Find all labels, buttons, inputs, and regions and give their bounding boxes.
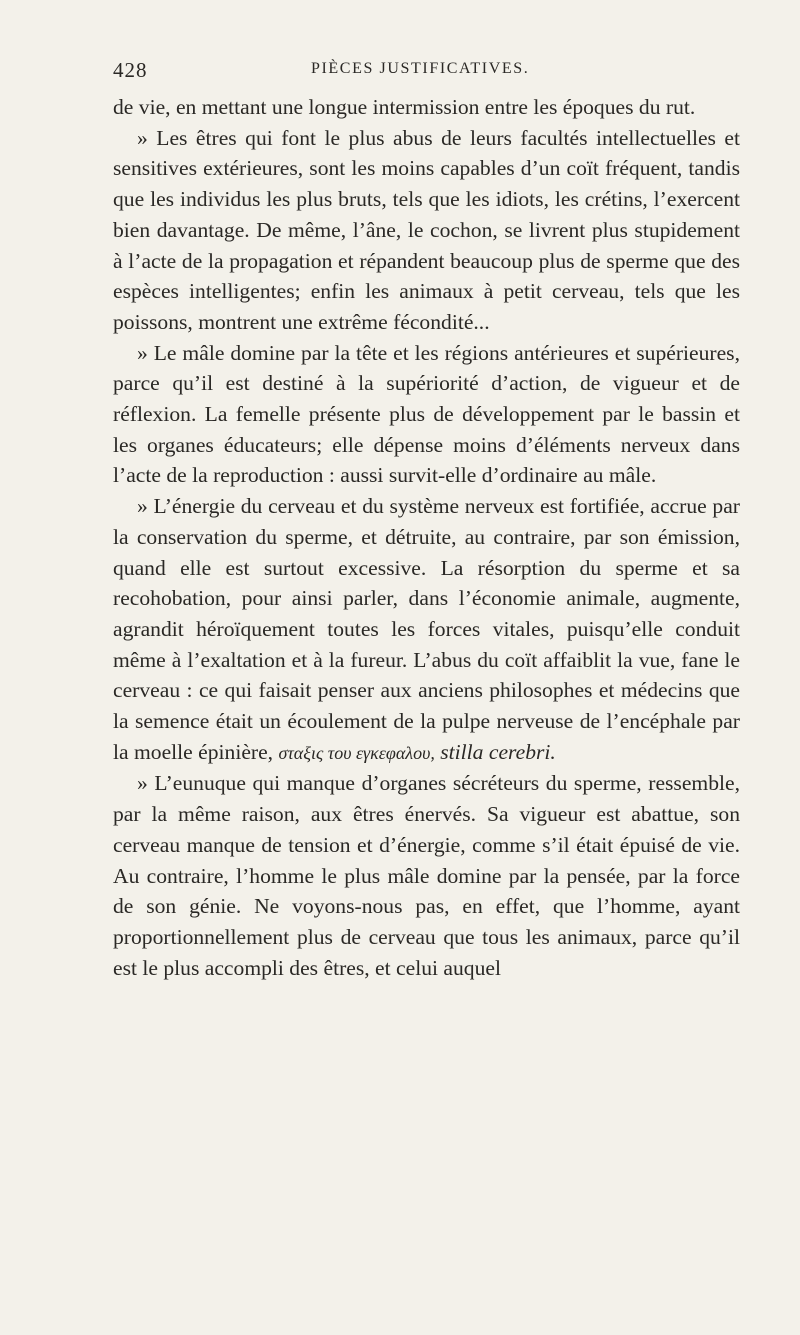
paragraph-text: » L’eunuque qui manque d’organes sécréteurs du sperme, ressemble, par la même raison, aux êtres énervés. Sa vigueur est abattue, son cerveau manque de tension et d’énergie, comme s’il était épuisé de vie. Au contraire, l’homme le plus mâle domine par la pensée, par la force de son génie. Ne voyons-nous pas, en effet, que l’homme, ayant proportionnellement plus de cerveau que tous les animaux, parce qu’il est le plus accompli des êtres, et celui auquel xyxy=(113,771,740,980)
paragraph xyxy=(113,491,740,768)
paragraph-text: de vie, en mettant une longue intermission entre les époques du rut. xyxy=(113,95,696,119)
paragraph xyxy=(113,123,740,338)
paragraph-text: » Le mâle domine par la tête et les régions antérieures et supérieures, parce qu’il est destiné à la supériorité d’action, de vigueur et de réflexion. La femelle présente plus de développement par le bassin et les organes éducateurs; elle dépense moins d’éléments nerveux dans l’acte de la reproduction : aussi survit-elle d’ordinaire au mâle. xyxy=(113,340,740,488)
greek-quotation: σταξις του εγκεφαλου, xyxy=(278,742,435,763)
paragraph-text: » Les êtres qui font le plus abus de leurs facultés intellectuelles et sensitives extérieures, sont les moins capables d’un coït fréquent, tandis que les individus les plus bruts, tels que les idiots, les crétins, l’exercent bien davantage. De même, l’âne, le cochon, se livrent plus stupidement à l’acte de la propagation et répandent beaucoup plus de sperme que des espèces intelligentes; enfin les animaux à petit cerveau, tels que les poissons, montrent une extrême fécondité... xyxy=(113,125,740,334)
body-text xyxy=(113,92,740,983)
paragraph-text: » L’énergie du cerveau et du système nerveux est fortifiée, accrue par la conservation du sperme, et détruite, au contraire, par son émission, quand elle est surtout excessive. La résorption du sperme et sa recohobation, pour ainsi parler, dans l’économie animale, augmente, agrandit héroïquement toutes les forces vitales, puisqu’elle conduit même à l’exaltation et à la fureur. L’abus du coït affaiblit la vue, fane le cerveau : ce qui faisait penser aux anciens philosophes et médecins que la semence était un écoulement de la pulpe nerveuse de l’encéphale par la moelle épinière, xyxy=(113,494,740,764)
latin-quotation: stilla cerebri. xyxy=(440,739,556,764)
paragraph xyxy=(113,768,740,983)
running-head: PIÈCES JUSTIFICATIVES. xyxy=(311,60,530,77)
page-header xyxy=(113,56,740,92)
paragraph xyxy=(113,338,740,492)
page-number: 428 xyxy=(113,58,148,82)
paragraph-continuation xyxy=(113,92,740,123)
